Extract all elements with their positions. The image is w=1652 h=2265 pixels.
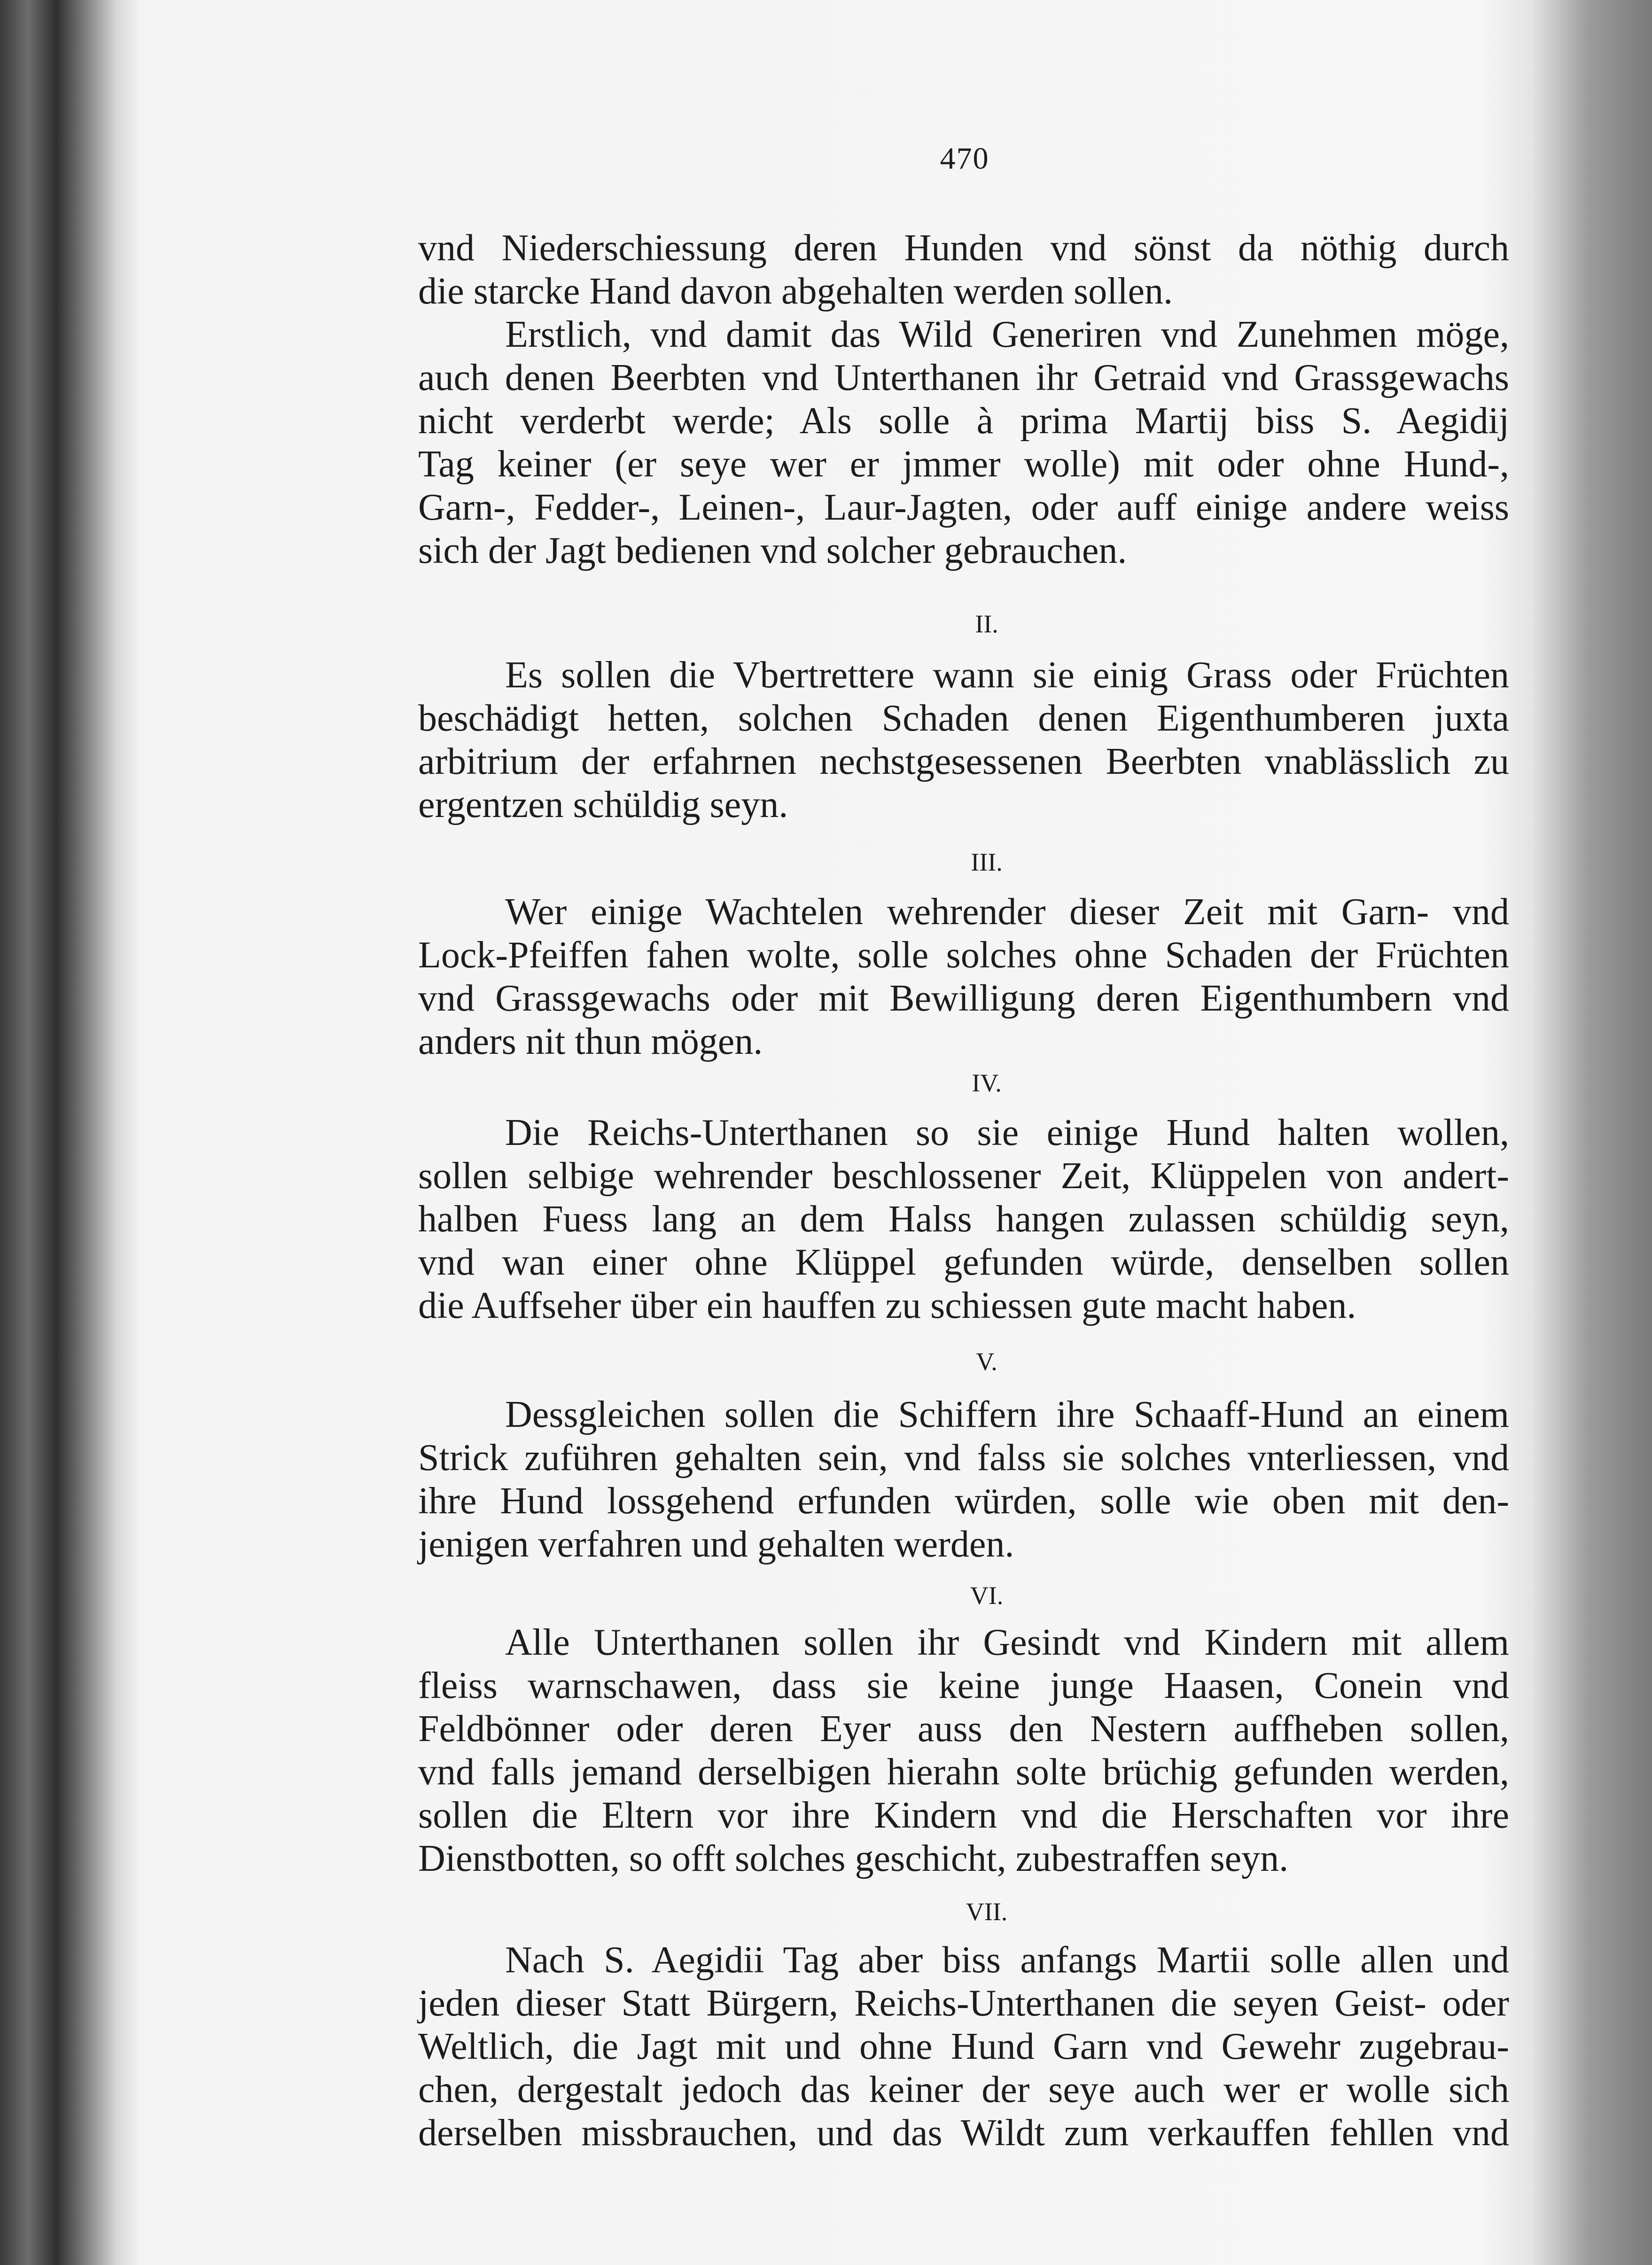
text-line: Lock-Pfeiffen fahen wolte, solle solches ohne Schaden der Früchten: [418, 934, 1509, 976]
text-line: chen, dergestalt jedoch das keiner der seye auch wer er wolle sich: [418, 2069, 1509, 2110]
section-text: [418, 1111, 1509, 1327]
text-line: Tag keiner (er seye wer er jmmer wolle) mit oder ohne Hund-,: [418, 444, 1509, 485]
section-heading: II.: [975, 610, 998, 638]
text-line: vnd falls jemand derselbigen hierahn solte brüchig gefunden werden,: [418, 1751, 1509, 1793]
text-line: sollen die Eltern vor ihre Kindern vnd die Herschaften vor ihre: [418, 1795, 1509, 1836]
text-line: vnd wan einer ohne Klüppel gefunden würde, denselben sollen: [418, 1242, 1509, 1283]
text-line: anders nit thun mögen.: [418, 1021, 763, 1062]
text-line: sich der Jagt bedienen vnd solcher gebrauchen.: [418, 530, 1127, 571]
section-heading: IV.: [972, 1069, 1002, 1097]
section-heading: V.: [976, 1347, 997, 1376]
text-line: jenigen verfahren und gehalten werden.: [418, 1524, 1014, 1565]
section-heading: III.: [971, 848, 1003, 876]
text-line: Wer einige Wachtelen wehrender dieser Zeit mit Garn- vnd: [505, 891, 1509, 933]
text-line: auch denen Beerbten vnd Unterthanen ihr Getraid vnd Grassgewachs: [418, 357, 1509, 398]
section-text: [418, 1621, 1509, 1880]
text-line: ergentzen schüldig seyn.: [418, 784, 788, 825]
section-heading: VI.: [970, 1581, 1004, 1610]
section-text: [418, 1938, 1509, 2155]
text-line: vnd Grassgewachs oder mit Bewilligung deren Eigenthumbern vnd: [418, 978, 1509, 1019]
text-line: Garn-, Fedder-, Leinen-, Laur-Jagten, oder auff einige andere weiss: [418, 487, 1509, 528]
text-line: derselben missbrauchen, und das Wildt zum verkauffen fehllen vnd: [418, 2112, 1509, 2154]
text-line: fleiss warnschawen, dass sie keine junge Haasen, Conein vnd: [418, 1665, 1509, 1706]
text-line: Feldbönner oder deren Eyer auss den Nestern auffheben sollen,: [418, 1708, 1509, 1750]
text-line: Die Reichs-Unterthanen so sie einige Hund halten wollen,: [505, 1112, 1509, 1153]
section-text: [418, 226, 1509, 572]
section-text: [418, 890, 1509, 1063]
page-number: 470: [940, 141, 990, 176]
text-line: die Auffseher über ein hauffen zu schiessen gute macht haben.: [418, 1285, 1356, 1326]
section-text: [418, 1393, 1509, 1566]
text-line: ihre Hund lossgehend erfunden würden, solle wie oben mit den-: [418, 1480, 1509, 1522]
text-line: Dessgleichen sollen die Schiffern ihre Schaaff-Hund an einem: [505, 1394, 1509, 1435]
text-line: halben Fuess lang an dem Halss hangen zulassen schüldig seyn,: [418, 1199, 1509, 1240]
text-line: Nach S. Aegidii Tag aber biss anfangs Martii solle allen und: [505, 1939, 1509, 1981]
text-line: Alle Unterthanen sollen ihr Gesindt vnd Kindern mit allem: [505, 1622, 1509, 1663]
text-line: Weltlich, die Jagt mit und ohne Hund Garn vnd Gewehr zugebrau-: [418, 2026, 1509, 2067]
text-line: Strick zuführen gehalten sein, vnd falss sie solches vnterliessen, vnd: [418, 1437, 1509, 1479]
text-line: Erstlich, vnd damit das Wild Generiren vnd Zunehmen möge,: [505, 314, 1509, 355]
text-line: die starcke Hand davon abgehalten werden sollen.: [418, 271, 1173, 312]
text-line: beschädigt hetten, solchen Schaden denen Eigenthumberen juxta: [418, 698, 1509, 739]
text-line: Es sollen die Vbertrettere wann sie einig Grass oder Früchten: [505, 654, 1509, 696]
section-heading: VII.: [966, 1898, 1008, 1926]
text-line: Dienstbotten, so offt solches geschicht, zubestraffen seyn.: [418, 1838, 1289, 1879]
text-line: sollen selbige wehrender beschlossener Zeit, Klüppelen von andert-: [418, 1155, 1509, 1197]
text-line: nicht verderbt werde; Als solle à prima Martij biss S. Aegidij: [418, 400, 1509, 442]
text-line: jeden dieser Statt Bürgern, Reichs-Unterthanen die seyen Geist- oder: [418, 1983, 1509, 2024]
section-text: [418, 654, 1509, 826]
text-line: vnd Niederschiessung deren Hunden vnd sönst da nöthig durch: [418, 227, 1509, 269]
text-line: arbitrium der erfahrnen nechstgesessenen Beerbten vnablässlich zu: [418, 741, 1509, 782]
